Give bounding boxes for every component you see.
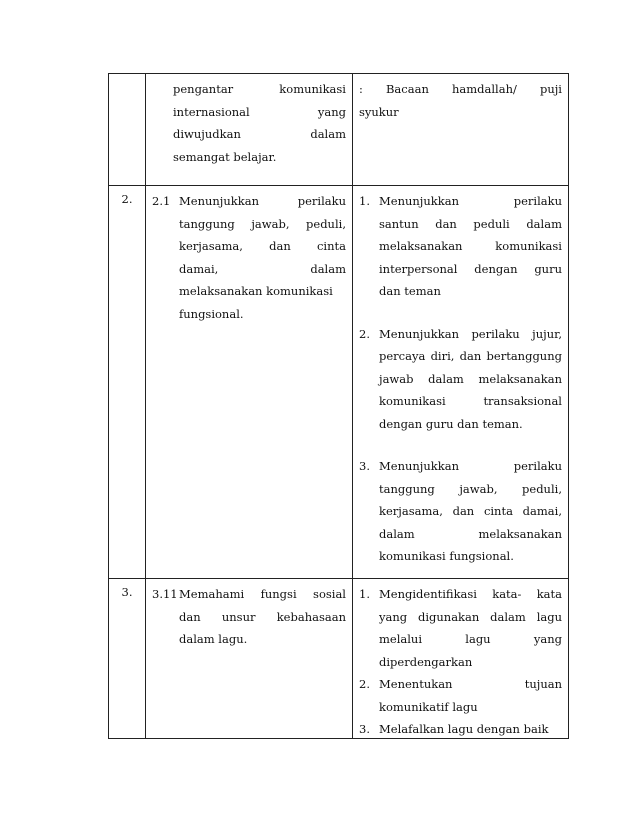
word: pengantar xyxy=(173,82,234,96)
competency-table xyxy=(108,73,569,739)
word: peduli, xyxy=(522,481,562,496)
text-line xyxy=(379,390,562,413)
word: jawab xyxy=(379,371,414,386)
text-line: dengan guru dan teman. xyxy=(379,416,523,431)
word: kebahasaan xyxy=(276,609,346,624)
word: perilaku xyxy=(513,459,562,473)
indicator-number: 2. xyxy=(359,326,370,341)
word: Menentukan xyxy=(379,677,453,691)
indicator-number: 3. xyxy=(359,459,370,473)
indicator-list xyxy=(359,583,562,741)
text-line: Melafalkan lagu dengan baik xyxy=(379,722,549,736)
word: peduli xyxy=(473,216,510,231)
competency-code: 3.11 xyxy=(152,587,178,601)
indicator-body xyxy=(379,455,562,568)
number-cell xyxy=(109,74,146,185)
word: percaya xyxy=(379,349,426,363)
text-line xyxy=(173,78,346,101)
text-line: semangat belajar. xyxy=(173,149,277,164)
competency-text xyxy=(179,190,346,325)
word: lagu xyxy=(465,632,491,646)
word: dengan xyxy=(474,261,518,276)
word: Menunjukkan xyxy=(379,194,459,208)
text-line xyxy=(359,78,562,101)
word: dalam xyxy=(428,371,464,386)
word: Menunjukkan xyxy=(179,194,259,208)
text-line xyxy=(379,455,562,478)
word: sosial xyxy=(313,587,346,601)
text-line xyxy=(179,190,346,213)
word: komunikasi xyxy=(279,82,346,96)
word: tanggung xyxy=(179,216,235,231)
indicator-text xyxy=(359,78,562,123)
indicator-body xyxy=(379,718,562,741)
competency-text xyxy=(152,78,346,168)
word: cinta xyxy=(483,504,513,518)
text-line xyxy=(179,606,346,629)
word: Bacaan xyxy=(385,82,429,96)
indicator-number: 1. xyxy=(359,194,370,208)
word: dalam xyxy=(310,261,346,276)
word: dan xyxy=(179,609,201,624)
text-line: fungsional. xyxy=(179,306,244,321)
table-row xyxy=(109,186,568,579)
word: jawab, xyxy=(459,481,498,496)
word: dalam xyxy=(526,216,562,231)
indicator-number: 3. xyxy=(359,722,370,736)
indicator-body xyxy=(379,190,562,303)
text-line xyxy=(173,101,346,124)
word: melaksanakan xyxy=(379,239,463,253)
indicator-item xyxy=(359,323,562,436)
word: dan xyxy=(452,504,475,518)
word: : xyxy=(359,82,363,96)
word: transaksional xyxy=(483,394,562,408)
text-line: diperdengarkan xyxy=(379,654,473,669)
word: fungsi xyxy=(260,587,297,601)
text-line xyxy=(173,123,346,146)
text-line xyxy=(379,323,562,346)
competency-cell xyxy=(146,579,353,738)
indicator-cell xyxy=(353,579,568,738)
row-number: 2. xyxy=(121,192,133,206)
word: lagu xyxy=(536,609,562,624)
word: interpersonal xyxy=(379,261,458,276)
indicator-cell xyxy=(353,74,568,185)
indicator-item xyxy=(359,455,562,568)
word: melaksanakan xyxy=(478,371,562,386)
text-line xyxy=(179,583,346,606)
text-line xyxy=(379,583,562,606)
word: damai, xyxy=(179,261,219,276)
word: tujuan xyxy=(524,677,562,691)
indicator-item xyxy=(359,673,562,718)
word: digunakan xyxy=(417,609,480,624)
row-number: 3. xyxy=(121,585,133,599)
word: tanggung xyxy=(379,481,435,496)
text-line xyxy=(379,500,562,523)
competency-code: 2.1 xyxy=(152,194,171,208)
word: diri, xyxy=(430,349,455,363)
table-row xyxy=(109,579,568,738)
competency-text xyxy=(179,583,346,651)
word: Menunjukkan xyxy=(379,459,459,473)
word: yang xyxy=(379,609,408,624)
text-line xyxy=(179,213,346,236)
word: kerjasama, xyxy=(379,504,443,518)
number-cell xyxy=(109,186,146,578)
word: hamdallah/ xyxy=(451,82,517,96)
text-line xyxy=(179,258,346,281)
text-line xyxy=(379,673,562,696)
table-row xyxy=(109,74,568,186)
text-line: komunikasi fungsional. xyxy=(379,549,514,563)
indicator-cell xyxy=(353,186,568,578)
competency-cell xyxy=(146,186,353,578)
indicator-item xyxy=(359,718,562,741)
word: Mengidentifikasi xyxy=(379,587,477,601)
word: bertanggung xyxy=(486,349,562,363)
word: puji xyxy=(539,82,562,96)
indicator-item xyxy=(359,583,562,673)
text-line xyxy=(379,235,562,258)
text-line xyxy=(379,606,562,629)
word: dalam xyxy=(310,127,346,141)
word: melaksanakan xyxy=(478,526,562,541)
word: dalam xyxy=(379,526,415,541)
word: komunikasi xyxy=(495,239,562,253)
word: kata xyxy=(536,587,562,601)
word: peduli, xyxy=(306,216,346,231)
indicator-number: 2. xyxy=(359,677,370,691)
word: unsur xyxy=(221,609,256,624)
word: damai, xyxy=(522,504,562,518)
word: yang xyxy=(317,104,346,119)
word: dan xyxy=(269,239,291,253)
indicator-body xyxy=(379,583,562,673)
word: santun xyxy=(379,216,419,231)
indicator-list xyxy=(359,190,562,568)
text-line xyxy=(379,213,562,236)
text-line: dalam lagu. xyxy=(179,632,248,646)
text-line xyxy=(379,345,562,368)
word: komunikasi xyxy=(379,394,446,408)
word: dalam xyxy=(490,609,526,624)
word: diwujudkan xyxy=(173,127,241,141)
text-line: komunikatif lagu xyxy=(379,699,478,714)
word: jawab, xyxy=(251,216,290,231)
word: dan xyxy=(459,349,482,363)
indicator-body xyxy=(379,673,562,718)
text-line: melaksanakan komunikasi xyxy=(179,284,333,298)
text-line xyxy=(179,235,346,258)
word: yang xyxy=(533,632,562,646)
text-line xyxy=(379,478,562,501)
word: Menunjukkan xyxy=(379,326,459,341)
text-line xyxy=(379,190,562,213)
text-line: syukur xyxy=(359,104,399,119)
word: cinta xyxy=(316,239,346,253)
number-cell xyxy=(109,579,146,738)
word: kata- xyxy=(492,587,522,601)
competency-cell xyxy=(146,74,353,185)
word: jujur, xyxy=(532,326,562,341)
indicator-number: 1. xyxy=(359,587,370,601)
text-line xyxy=(379,628,562,651)
word: internasional xyxy=(173,104,250,119)
word: melalui xyxy=(379,632,423,646)
indicator-body xyxy=(379,323,562,436)
word: kerjasama, xyxy=(179,239,243,253)
word: perilaku xyxy=(297,194,346,208)
text-line xyxy=(379,368,562,391)
word: guru xyxy=(534,261,562,276)
indicator-item xyxy=(359,190,562,303)
word: perilaku xyxy=(471,326,520,341)
text-line xyxy=(379,523,562,546)
word: perilaku xyxy=(513,194,562,208)
word: Memahami xyxy=(179,587,245,601)
text-line: dan teman xyxy=(379,284,441,298)
text-line xyxy=(379,258,562,281)
word: dan xyxy=(435,216,457,231)
